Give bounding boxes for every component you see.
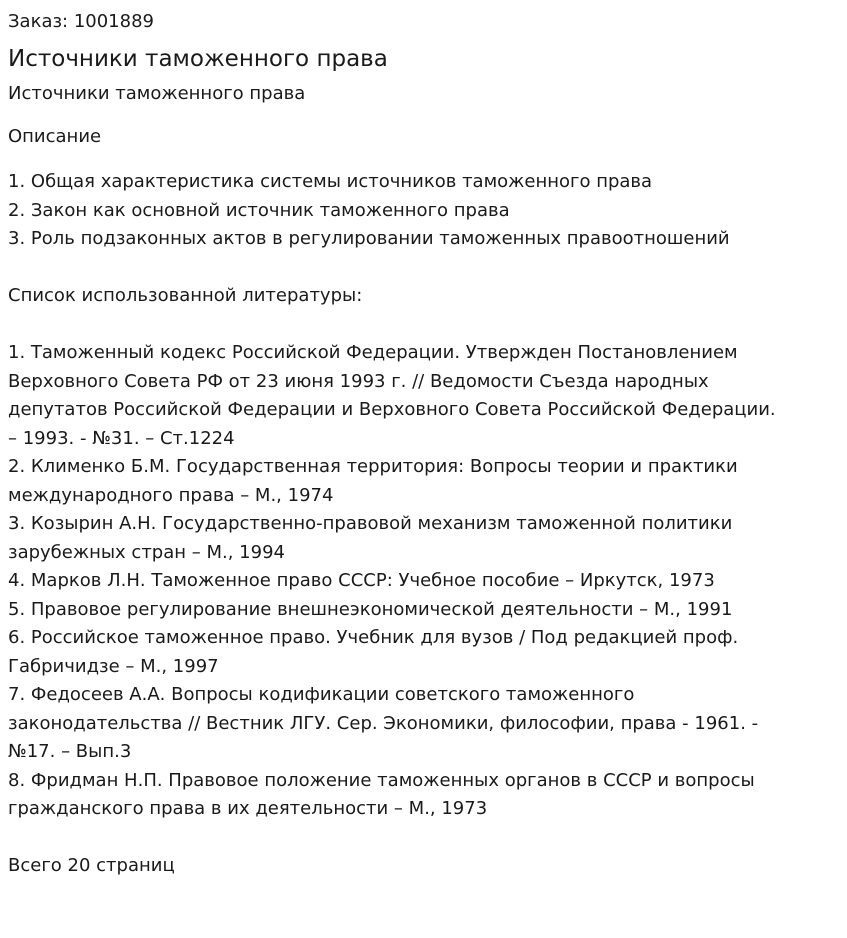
page-title: Источники таможенного права bbox=[8, 46, 388, 72]
literature-item-5 bbox=[8, 596, 839, 625]
literature-item-1 bbox=[8, 339, 839, 453]
literature-line: №17. – Вып.3 bbox=[8, 741, 132, 762]
literature-line: 3. Козырин А.Н. Государственно-правовой механизм таможенной политики bbox=[8, 513, 733, 534]
contents-item-2: 2. Закон как основной источник таможенного права bbox=[8, 199, 510, 221]
literature-list bbox=[8, 339, 839, 824]
literature-item-6 bbox=[8, 624, 839, 681]
contents-item-3: 3. Роль подзаконных актов в регулировании таможенных правоотношений bbox=[8, 228, 730, 249]
contents-item-1: 1. Общая характеристика системы источников таможенного права bbox=[8, 171, 653, 192]
spacer bbox=[8, 824, 839, 853]
total-pages: Всего 20 страниц bbox=[8, 855, 175, 876]
literature-line: – 1993. - №31. – Ст.1224 bbox=[8, 427, 235, 449]
literature-line: депутатов Российской Федерации и Верховного Совета Российской Федерации. bbox=[8, 399, 776, 420]
literature-line: законодательства // Вестник ЛГУ. Сер. Экономики, философии, права - 1961. - bbox=[8, 712, 759, 734]
literature-line: 6. Российское таможенное право. Учебник для вузов / Под редакцией проф. bbox=[8, 627, 739, 648]
literature-line: 4. Марков Л.Н. Таможенное право СССР: Учебное пособие – Иркутск, 1973 bbox=[8, 570, 715, 591]
literature-item-4 bbox=[8, 567, 839, 596]
spacer bbox=[8, 311, 839, 340]
literature-heading: Список использованной литературы: bbox=[8, 285, 363, 306]
page-subtitle: Источники таможенного права bbox=[8, 83, 306, 104]
description-body bbox=[8, 168, 839, 881]
literature-line: гражданского права в их деятельности – М., 1973 bbox=[8, 798, 488, 819]
literature-line: 1. Таможенный кодекс Российской Федерации. Утвержден Постановлением bbox=[8, 342, 738, 363]
literature-item-8 bbox=[8, 767, 839, 824]
literature-line: 5. Правовое регулирование внешнеэкономической деятельности – М., 1991 bbox=[8, 598, 733, 620]
literature-line: Габричидзе – М., 1997 bbox=[8, 655, 219, 677]
literature-item-7 bbox=[8, 681, 839, 767]
literature-line: 7. Федосеев А.А. Вопросы кодификации советского таможенного bbox=[8, 684, 635, 705]
literature-line: Верховного Совета РФ от 23 июня 1993 г. // Ведомости Съезда народных bbox=[8, 370, 709, 392]
literature-line: 8. Фридман Н.П. Правовое положение таможенных органов в СССР и вопросы bbox=[8, 769, 755, 791]
literature-item-2 bbox=[8, 453, 839, 510]
description-heading: Описание bbox=[8, 126, 102, 147]
literature-line: международного права – М., 1974 bbox=[8, 484, 334, 506]
literature-line: зарубежных стран – М., 1994 bbox=[8, 541, 285, 563]
spacer bbox=[8, 254, 839, 283]
order-number: Заказ: 1001889 bbox=[8, 11, 154, 32]
literature-line: 2. Клименко Б.М. Государственная территория: Вопросы теории и практики bbox=[8, 456, 738, 477]
literature-item-3 bbox=[8, 510, 839, 567]
